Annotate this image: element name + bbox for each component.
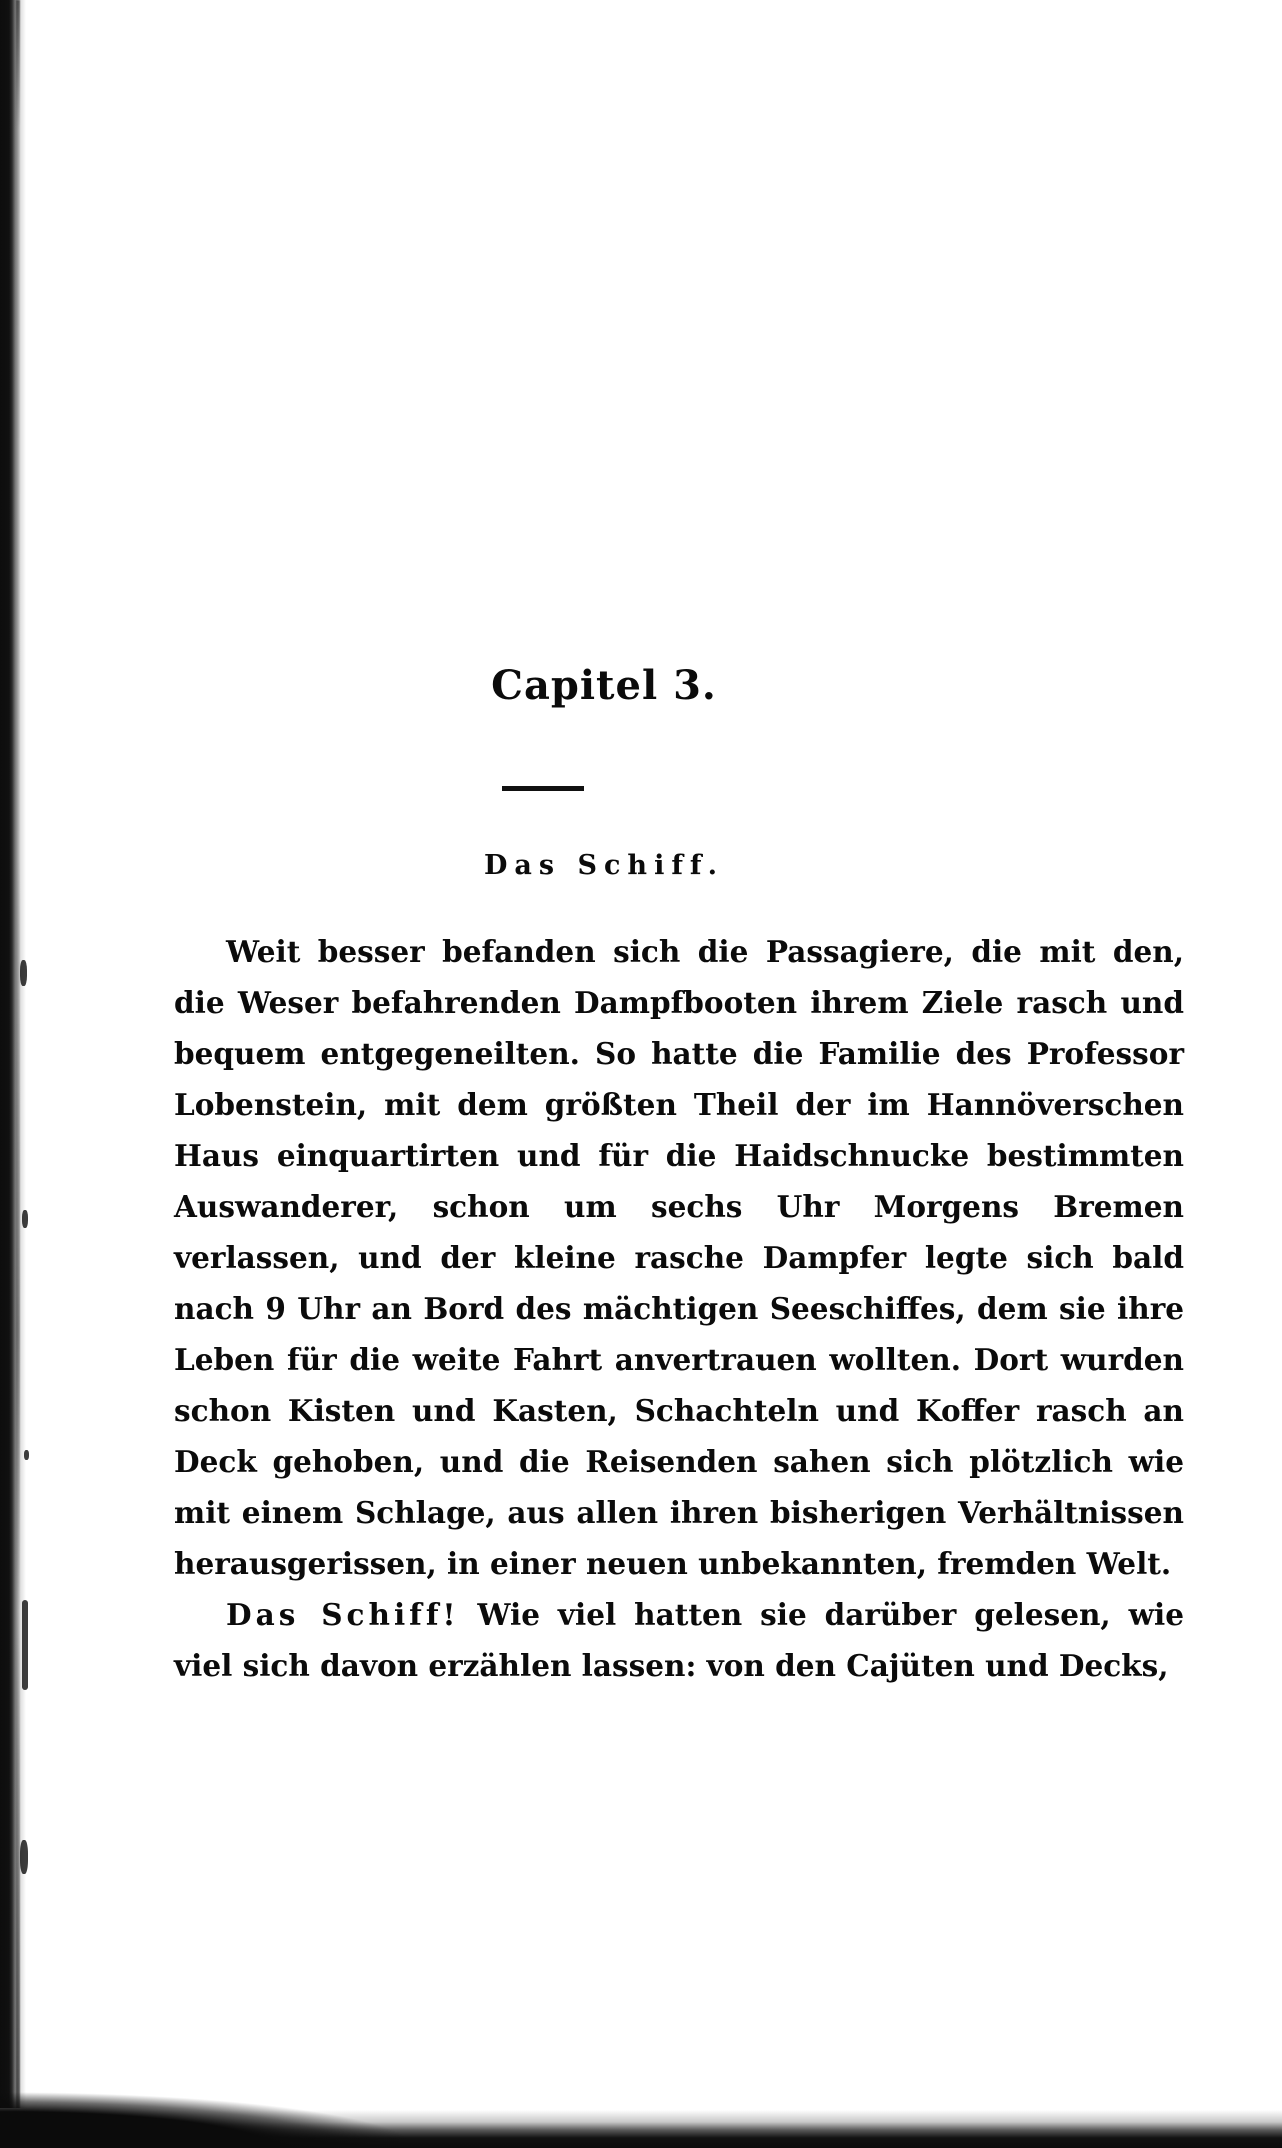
page-content xyxy=(174,0,1194,2148)
page-binding-edge xyxy=(0,0,26,2148)
paragraph-2 xyxy=(174,1589,1184,1691)
scan-artifact xyxy=(22,1210,28,1228)
heading-divider-rule xyxy=(502,786,584,791)
paragraph-2-emphasis: Das Schiff! xyxy=(226,1597,460,1632)
scan-artifact xyxy=(20,1840,28,1874)
chapter-heading: Capitel 3. xyxy=(491,662,717,709)
scan-artifact xyxy=(20,960,27,986)
scan-artifact xyxy=(22,1600,28,1690)
section-heading: Das Schiff. xyxy=(483,850,724,881)
page-binding-shadow xyxy=(16,0,20,2148)
paragraph-1: Weit besser befanden sich die Passagiere, die mit den, die Weser befahrenden Dampfbooten ihrem Ziele rasch und bequem entgegeneilten. So hatte die Familie des Professor Lobenstein, mit dem größten Theil der im Hannöverschen Haus einquartirten und für die Haidschnucke bestimmten Auswanderer, schon um sechs Uhr Morgens Bremen verlassen, und der kleine rasche Dampfer legte sich bald nach 9 Uhr an Bord des mächtigen Seeschiffes, dem sie ihre Leben für die weite Fahrt anvertrauen wollten. Dort wurden schon Kisten und Kasten, Schachteln und Koffer rasch an Deck gehoben, und die Reisenden sahen sich plötzlich wie mit einem Schlage, aus allen ihren bisherigen Verhältnissen herausgerissen, in einer neuen unbekannten, fremden Welt. xyxy=(174,934,1184,1581)
body-text-block xyxy=(174,926,1184,1691)
paragraph-2-rest: Wie viel hatten sie darüber gelesen, wie viel sich davon erzählen lassen: von den Cajüten und Decks, xyxy=(174,1597,1184,1683)
scan-artifact xyxy=(24,1450,29,1460)
